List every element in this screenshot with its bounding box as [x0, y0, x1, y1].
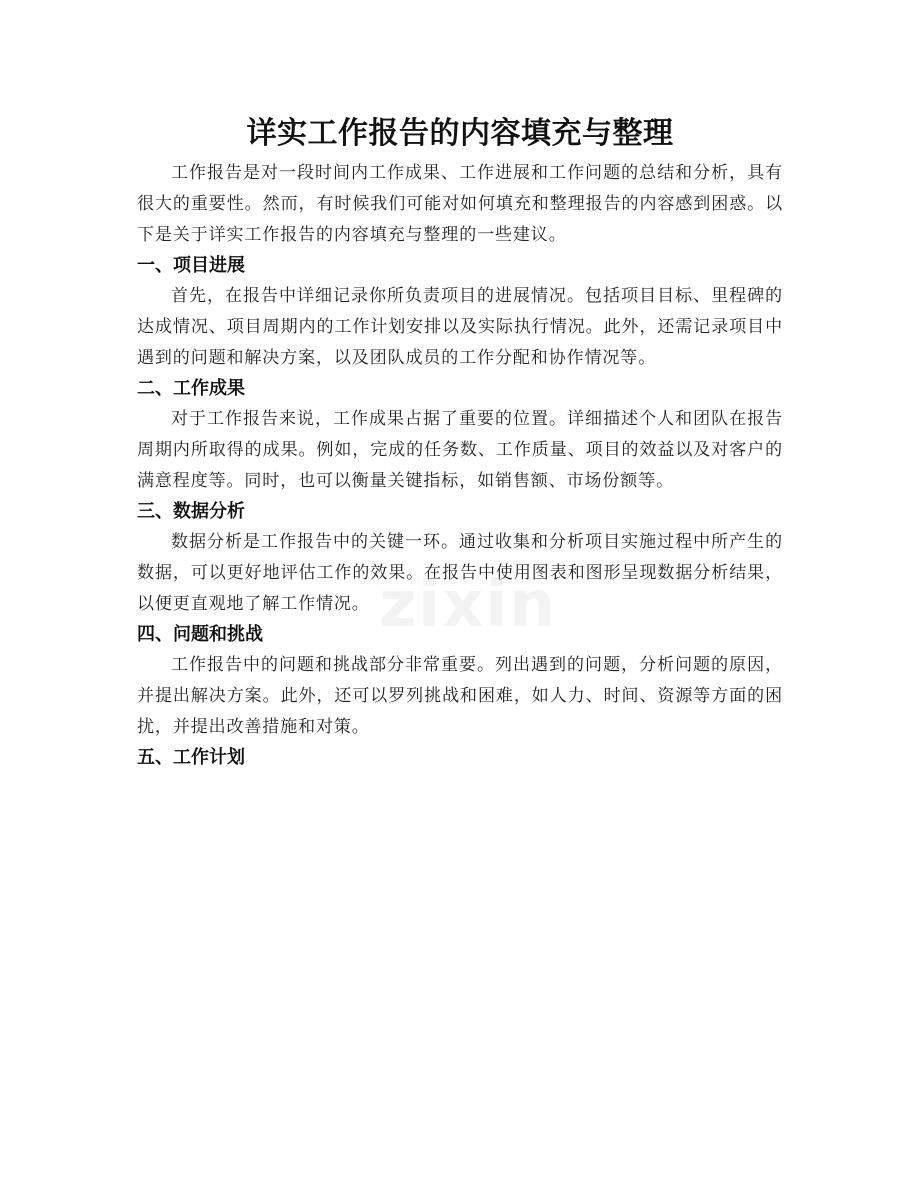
- document-title: 详实工作报告的内容填充与整理: [246, 116, 674, 151]
- section-heading-project-progress: 一、项目进展: [137, 255, 245, 276]
- section-heading-work-plan: 五、工作计划: [137, 747, 245, 768]
- section-heading-problems-challenges: 四、问题和挑战: [137, 624, 263, 645]
- section-body-work-results: 对于工作报告来说，工作成果占据了重要的位置。详细描述个人和团队在报告周期内所取得的成果。例如，完成的任务数、工作质量、项目的效益以及对客户的满意程度等。同时，也可以衡量关键指标，如销售额、市场份额等。: [137, 409, 783, 491]
- intro-paragraph: 工作报告是对一段时间内工作成果、工作进展和工作问题的总结和分析，具有很大的重要性。然而，有时候我们可能对如何填充和整理报告的内容感到困惑。以下是关于详实工作报告的内容填充与整理的一些建议。: [137, 163, 783, 245]
- section-heading-work-results: 二、工作成果: [137, 378, 245, 399]
- section-body-data-analysis: 数据分析是工作报告中的关键一环。通过收集和分析项目实施过程中所产生的数据，可以更好地评估工作的效果。在报告中使用图表和图形呈现数据分析结果，以便更直观地了解工作情况。: [137, 532, 783, 614]
- watermark-logo: zixin: [379, 568, 557, 642]
- section-body-project-progress: 首先，在报告中详细记录你所负责项目的进展情况。包括项目目标、里程碑的达成情况、项目周期内的工作计划安排以及实际执行情况。此外，还需记录项目中遇到的问题和解决方案，以及团队成员的工作分配和协作情况等。: [137, 286, 783, 368]
- section-heading-data-analysis: 三、数据分析: [137, 501, 245, 522]
- section-body-problems-challenges: 工作报告中的问题和挑战部分非常重要。列出遇到的问题，分析问题的原因，并提出解决方案。此外，还可以罗列挑战和困难，如人力、时间、资源等方面的困扰，并提出改善措施和对策。: [137, 655, 783, 737]
